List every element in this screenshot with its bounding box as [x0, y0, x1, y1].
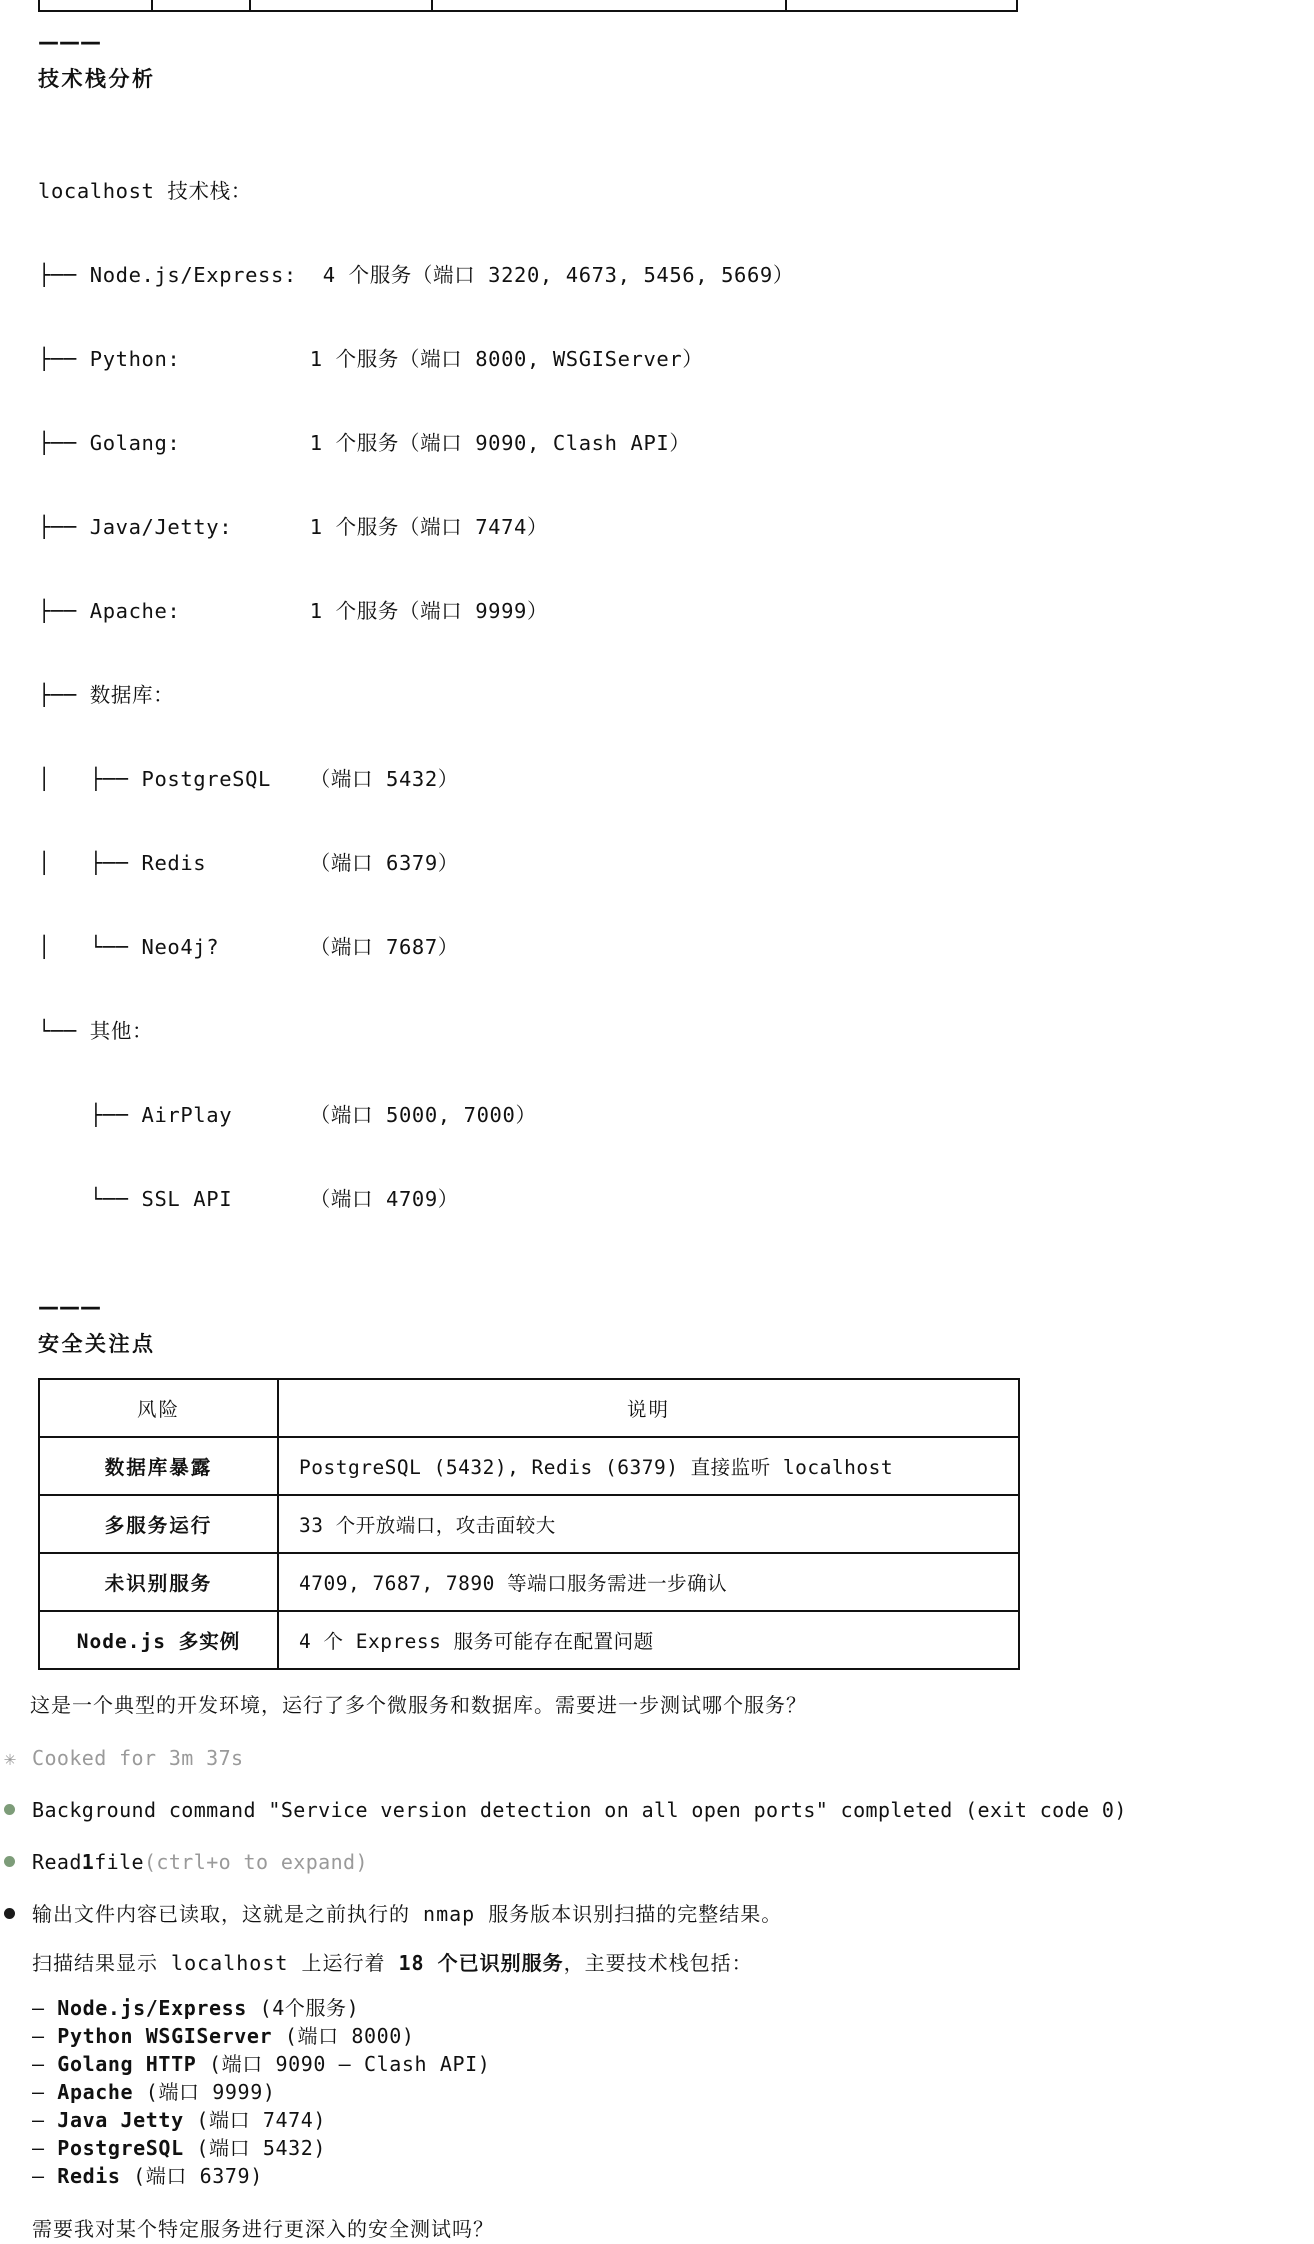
detected-stack-list: [32, 1994, 1314, 2190]
item-detail: (端口 8000): [272, 2024, 415, 2048]
risk-description: 4 个 Express 服务可能存在配置问题: [278, 1611, 1019, 1669]
read-file-expand-hint: (ctrl+o to expand): [143, 1850, 368, 1874]
list-item: [32, 2078, 1314, 2106]
status-dot-icon: [4, 1848, 32, 1876]
tree-line: │ └── Neo4j? （端口 7687）: [38, 935, 459, 959]
tree-line: │ ├── PostgreSQL （端口 5432）: [38, 767, 459, 791]
log-line-read-file[interactable]: [4, 1848, 1314, 1876]
security-divider: ———: [38, 1295, 101, 1319]
item-detail: (端口 9999): [133, 2080, 276, 2104]
tree-line: │ ├── Redis （端口 6379）: [38, 851, 459, 875]
risk-description: 4709, 7687, 7890 等端口服务需进一步确认: [278, 1553, 1019, 1611]
item-dash: –: [32, 2080, 58, 2104]
item-detail: (端口 5432): [183, 2136, 327, 2160]
list-item: [32, 2134, 1314, 2162]
item-detail: (端口 7474): [183, 2108, 327, 2132]
tree-line: ├── 数据库：: [38, 683, 175, 707]
item-name: Redis: [57, 2164, 121, 2188]
cooked-text: Cooked for 3m 37s: [32, 1746, 244, 1770]
list-item: [32, 2050, 1314, 2078]
column-header-risk: 风险: [39, 1379, 278, 1437]
item-dash: –: [32, 1996, 58, 2020]
table-row: [39, 1495, 1019, 1553]
item-name: Node.js/Express: [57, 1996, 247, 2020]
risk-description: 33 个开放端口，攻击面较大: [278, 1495, 1019, 1553]
background-command-text: Background command "Service version detection on all open ports" completed (exit code 0): [32, 1798, 1127, 1822]
read-file-prefix: Read: [32, 1850, 82, 1874]
tech-stack-divider: ———: [38, 30, 101, 54]
item-detail: (4个服务): [246, 1996, 360, 2020]
risk-label: Node.js 多实例: [39, 1611, 278, 1669]
assistant-bullet-icon: [4, 1900, 32, 1928]
tree-line: ├── Node.js/Express: 4 个服务（端口 3220, 4673, 5456, 5669）: [38, 263, 794, 287]
list-item: [32, 2162, 1314, 2190]
item-name: Java Jetty: [57, 2108, 184, 2132]
item-name: Python WSGIServer: [57, 2024, 273, 2048]
log-line-cooked: [4, 1744, 1314, 1772]
item-detail: (端口 9090 – Clash API): [196, 2052, 491, 2076]
table-row: [39, 1553, 1019, 1611]
read-file-count: 1: [81, 1850, 95, 1874]
table-row: [39, 1437, 1019, 1495]
table-row: [39, 1611, 1019, 1669]
status-dot-icon: [4, 1796, 32, 1824]
tech-stack-tree: [38, 121, 1314, 1269]
security-closing-paragraph: 这是一个典型的开发环境，运行了多个微服务和数据库。需要进一步测试哪个服务？: [30, 1693, 807, 1717]
item-detail: (端口 6379): [120, 2164, 263, 2188]
security-risk-table: [38, 1378, 1020, 1670]
list-item: [32, 1994, 1314, 2022]
item-name: PostgreSQL: [57, 2136, 184, 2160]
tree-line: ├── Java/Jetty: 1 个服务（端口 7474）: [38, 515, 549, 539]
item-name: Apache: [57, 2080, 134, 2104]
item-dash: –: [32, 2024, 58, 2048]
log-line-background-command[interactable]: [4, 1796, 1314, 1824]
risk-label: 未识别服务: [39, 1553, 278, 1611]
tree-line: └── 其他：: [38, 1019, 154, 1043]
column-header-desc: 说明: [278, 1379, 1019, 1437]
item-dash: –: [32, 2164, 58, 2188]
tree-line: ├── Golang: 1 个服务（端口 9090, Clash API）: [38, 431, 691, 455]
scan-summary-line: [32, 1948, 1314, 1978]
tree-line: ├── AirPlay （端口 5000, 7000）: [38, 1103, 537, 1127]
summary-prefix: 扫描结果显示 localhost 上运行着: [32, 1951, 399, 1975]
risk-label: 数据库暴露: [39, 1437, 278, 1495]
assistant-lead-text: 输出文件内容已读取，这就是之前执行的 nmap 服务版本识别扫描的完整结果。: [32, 1902, 783, 1926]
risk-label: 多服务运行: [39, 1495, 278, 1553]
tree-line: ├── Python: 1 个服务（端口 8000, WSGIServer）: [38, 347, 704, 371]
security-heading: 安全关注点: [38, 1332, 156, 1356]
item-name: Golang HTTP: [57, 2052, 197, 2076]
tree-line: ├── Apache: 1 个服务（端口 9999）: [38, 599, 549, 623]
item-dash: –: [32, 2108, 58, 2132]
summary-suffix: ，主要技术栈包括：: [563, 1951, 753, 1975]
list-item: [32, 2106, 1314, 2134]
risk-description: PostgreSQL (5432), Redis (6379) 直接监听 localhost: [278, 1437, 1019, 1495]
tree-line: └── SSL API （端口 4709）: [38, 1187, 459, 1211]
sparkle-icon: ✳: [4, 1746, 17, 1770]
assistant-message-lead-line: [4, 1900, 1314, 1928]
read-file-suffix: file: [94, 1850, 144, 1874]
assistant-followup-question: 需要我对某个特定服务进行更深入的安全测试吗？: [32, 2217, 494, 2241]
list-item: [32, 2022, 1314, 2050]
summary-count: 18 个已识别服务: [398, 1951, 564, 1975]
table-header-row: [39, 1379, 1019, 1437]
tree-title: localhost 技术栈：: [38, 179, 252, 203]
tech-stack-heading: 技术栈分析: [38, 67, 156, 91]
item-dash: –: [32, 2052, 58, 2076]
item-dash: –: [32, 2136, 58, 2160]
